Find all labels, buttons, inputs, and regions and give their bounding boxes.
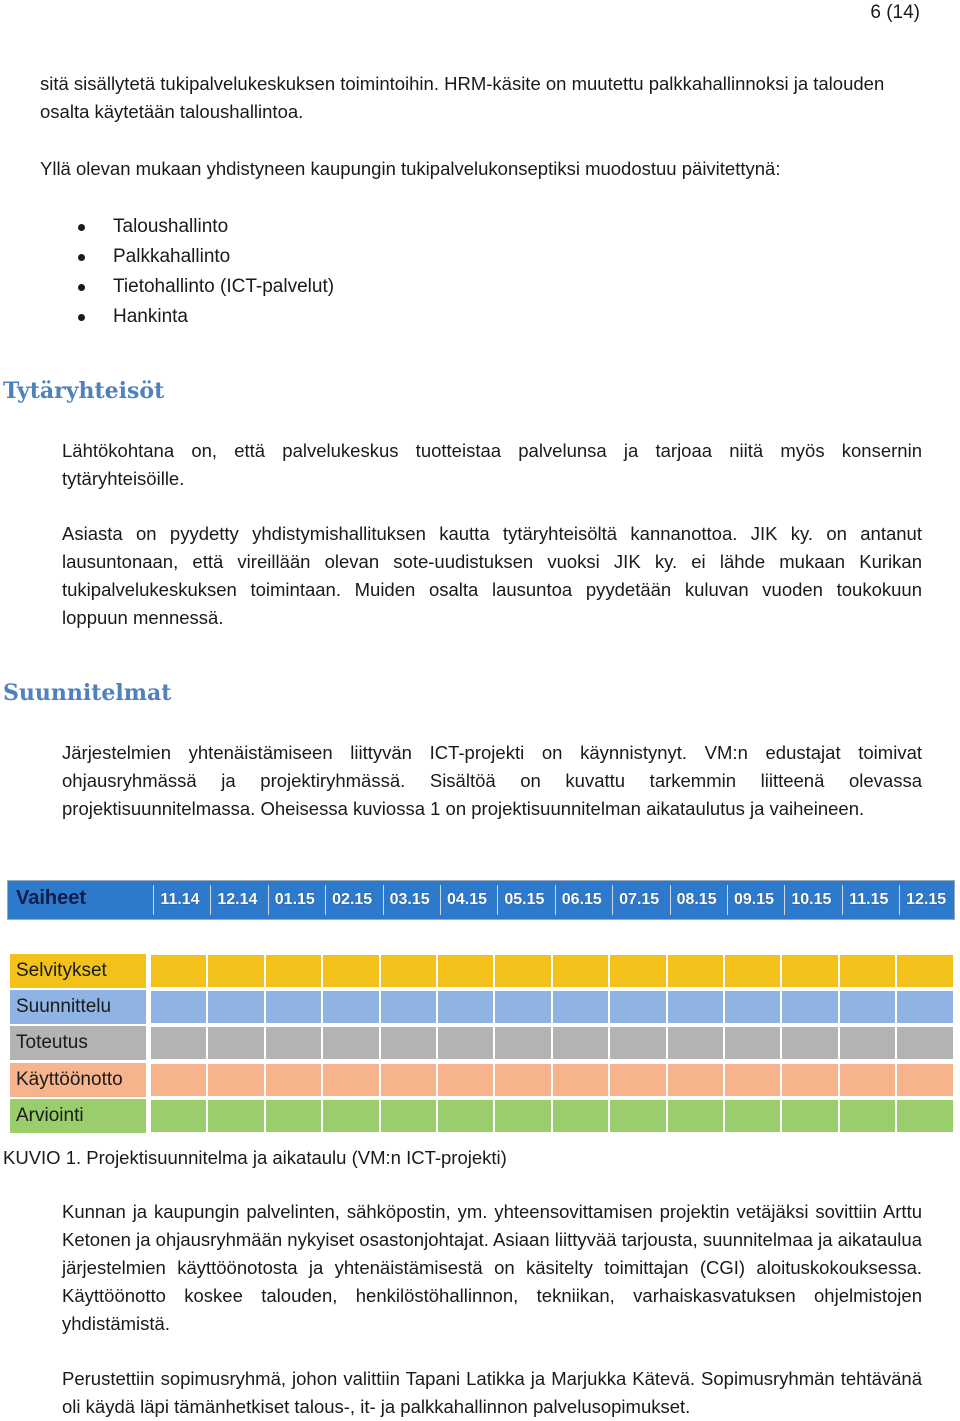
phase-label: Suunnittelu	[10, 990, 146, 1024]
schedule-cell	[609, 1099, 666, 1133]
schedule-cell	[380, 1026, 437, 1060]
project-schedule-figure	[7, 880, 955, 1138]
schedule-cell	[207, 1026, 264, 1060]
intro-paragraph-1: sitä sisällytetä tukipalvelukeskuksen toimintoihin. HRM-käsite on muutettu palkkahallinnoksi ja talouden osalta käytetään taloushallintoa.	[40, 73, 885, 122]
schedule-cell	[207, 1063, 264, 1097]
closing-paragraph-1: Kunnan ja kaupungin palvelinten, sähköpostin, ym. yhteensovittamisen projektin vetäjäksi sovittiin Arttu Ketonen ja ohjausryhmään nykyiset osastonjohtajat. Asiaan liittyvää tarjousta, suunnitelmaa ja aikataulua järjestelmien käyttöönotosta ja yhtenäistämisestä on käsitelty toimittajan (CGI) aloituskokouksessa. Käyttöönotto koskee talouden, henkilöstöhallinnon, tekniikan, varhaiskasvatuksen ohjelmistojen yhdistämistä.	[62, 1201, 922, 1334]
schedule-cell	[896, 1099, 953, 1133]
schedule-cell	[724, 1099, 781, 1133]
phase-row	[7, 954, 955, 990]
intro-paragraph-2: Yllä olevan mukaan yhdistyneen kaupungin tukipalvelukonseptiksi muodostuu päivitettynä:	[40, 158, 781, 179]
schedule-cell	[781, 1026, 838, 1060]
schedule-cell	[265, 954, 322, 988]
schedule-cell	[494, 1099, 551, 1133]
schedule-cell	[380, 1099, 437, 1133]
month-header-cell: 11.15	[842, 885, 895, 915]
month-header-cell: 06.15	[555, 885, 608, 915]
month-header-cell: 12.14	[210, 885, 263, 915]
figure-caption: KUVIO 1. Projektisuunnitelma ja aikataulu (VM:n ICT-projekti)	[3, 1147, 507, 1168]
schedule-cell	[265, 1026, 322, 1060]
phase-label: Käyttöönotto	[10, 1063, 146, 1097]
schedule-cell	[896, 1063, 953, 1097]
schedule-cell	[437, 1063, 494, 1097]
schedule-cell	[437, 990, 494, 1024]
phases-header-label: Vaiheet	[16, 887, 87, 909]
month-header-cell: 01.15	[268, 885, 321, 915]
schedule-cell	[207, 1099, 264, 1133]
schedule-cell	[380, 1063, 437, 1097]
month-header-cell: 07.15	[612, 885, 665, 915]
schedule-cell	[380, 990, 437, 1024]
schedule-cell	[724, 954, 781, 988]
schedule-cell	[322, 1026, 379, 1060]
schedule-cell	[265, 1063, 322, 1097]
schedule-cell	[781, 1063, 838, 1097]
schedule-cell	[896, 1026, 953, 1060]
list-item: Palkkahallinto	[78, 242, 334, 272]
schedule-cell	[667, 990, 724, 1024]
schedule-cell	[667, 1063, 724, 1097]
schedule-cell	[322, 990, 379, 1024]
suunnitelmat-paragraph: Järjestelmien yhtenäistämiseen liittyvän ICT-projekti on käynnistynyt. VM:n edustajat toimivat ohjausryhmässä ja projektiryhmässä. Sisältöä on kuvattu tarkemmin liitteenä olevassa projektisuunnitelmassa. Oheisessa kuviossa 1 on projektisuunnitelman aikataulutus ja vaiheineen.	[62, 742, 922, 819]
tytaryhteisot-paragraph-2: Asiasta on pyydetty yhdistymishallituksen kautta tytäryhteisöltä kannanottoa. JIK ky. on antanut lausuntonaan, että vireillään olevan sote-uudistuksen vuoksi JIK ky. ei lähde mukaan Kurikan tukipalvelukeskuksen toimintaan. Muiden osalta lausuntoa pyydetään kuluvan vuoden toukokuun loppuun mennessä.	[62, 523, 922, 628]
schedule-cell	[494, 1026, 551, 1060]
page-number: 6 (14)	[870, 2, 920, 23]
schedule-cell	[609, 1026, 666, 1060]
month-header-cell: 10.15	[784, 885, 837, 915]
section-heading-tytaryhteisot: Tytäryhteisöt	[3, 378, 165, 404]
schedule-cell	[781, 1099, 838, 1133]
schedule-cell	[839, 1063, 896, 1097]
schedule-cell	[322, 954, 379, 988]
schedule-header	[7, 880, 955, 920]
list-item: Taloushallinto	[78, 212, 334, 242]
month-header-cell: 09.15	[727, 885, 780, 915]
schedule-cell	[437, 1099, 494, 1133]
phase-row	[7, 1099, 955, 1135]
schedule-cell	[552, 1026, 609, 1060]
month-header-cell: 04.15	[440, 885, 493, 915]
schedule-cell	[552, 1099, 609, 1133]
schedule-cell	[724, 1026, 781, 1060]
month-header-cell: 08.15	[670, 885, 723, 915]
support-services-list	[78, 212, 334, 332]
schedule-cell	[380, 954, 437, 988]
schedule-cell	[265, 990, 322, 1024]
schedule-grid	[7, 954, 955, 1138]
schedule-cell	[150, 1099, 207, 1133]
schedule-cell	[494, 954, 551, 988]
tytaryhteisot-paragraph-1: Lähtökohtana on, että palvelukeskus tuotteistaa palvelunsa ja tarjoaa niitä myös konsernin tytäryhteisöille.	[62, 440, 922, 489]
schedule-cell	[150, 1026, 207, 1060]
schedule-cell	[437, 1026, 494, 1060]
schedule-cell	[322, 1099, 379, 1133]
schedule-cell	[781, 990, 838, 1024]
schedule-cell	[667, 1026, 724, 1060]
schedule-cell	[724, 1063, 781, 1097]
schedule-cell	[494, 990, 551, 1024]
phase-row	[7, 1063, 955, 1099]
phase-label: Toteutus	[10, 1026, 146, 1060]
schedule-cell	[667, 954, 724, 988]
schedule-cell	[552, 954, 609, 988]
schedule-cell	[609, 954, 666, 988]
schedule-cell	[207, 954, 264, 988]
schedule-cell	[150, 954, 207, 988]
phase-label: Arviointi	[10, 1099, 146, 1133]
schedule-cell	[896, 990, 953, 1024]
month-header-cell: 11.14	[153, 885, 206, 915]
section-heading-suunnitelmat: Suunnitelmat	[3, 680, 172, 706]
schedule-cell	[437, 954, 494, 988]
schedule-cell	[322, 1063, 379, 1097]
schedule-cell	[724, 990, 781, 1024]
schedule-cell	[609, 1063, 666, 1097]
list-item: Tietohallinto (ICT-palvelut)	[78, 272, 334, 302]
schedule-cell	[839, 954, 896, 988]
phase-label: Selvitykset	[10, 954, 146, 988]
schedule-cell	[150, 990, 207, 1024]
schedule-cell	[609, 990, 666, 1024]
schedule-cell	[839, 990, 896, 1024]
schedule-cell	[839, 1099, 896, 1133]
schedule-cell	[494, 1063, 551, 1097]
schedule-cell	[207, 990, 264, 1024]
schedule-cell	[552, 990, 609, 1024]
closing-paragraph-2: Perustettiin sopimusryhmä, johon valittiin Tapani Latikka ja Marjukka Kätevä. Sopimusryhmän tehtävänä oli käydä läpi tämänhetkiset talous-, it- ja palkkahallinnon palvelusopimukset.	[62, 1368, 922, 1417]
phase-row	[7, 990, 955, 1026]
month-header-cell: 03.15	[383, 885, 436, 915]
month-header-cell: 12.15	[899, 885, 952, 915]
month-header-cell: 02.15	[325, 885, 378, 915]
schedule-cell	[265, 1099, 322, 1133]
schedule-cell	[839, 1026, 896, 1060]
phase-row	[7, 1026, 955, 1062]
schedule-cell	[667, 1099, 724, 1133]
schedule-cell	[781, 954, 838, 988]
schedule-cell	[150, 1063, 207, 1097]
schedule-cell	[896, 954, 953, 988]
list-item: Hankinta	[78, 302, 334, 332]
month-header-cell: 05.15	[497, 885, 550, 915]
schedule-cell	[552, 1063, 609, 1097]
